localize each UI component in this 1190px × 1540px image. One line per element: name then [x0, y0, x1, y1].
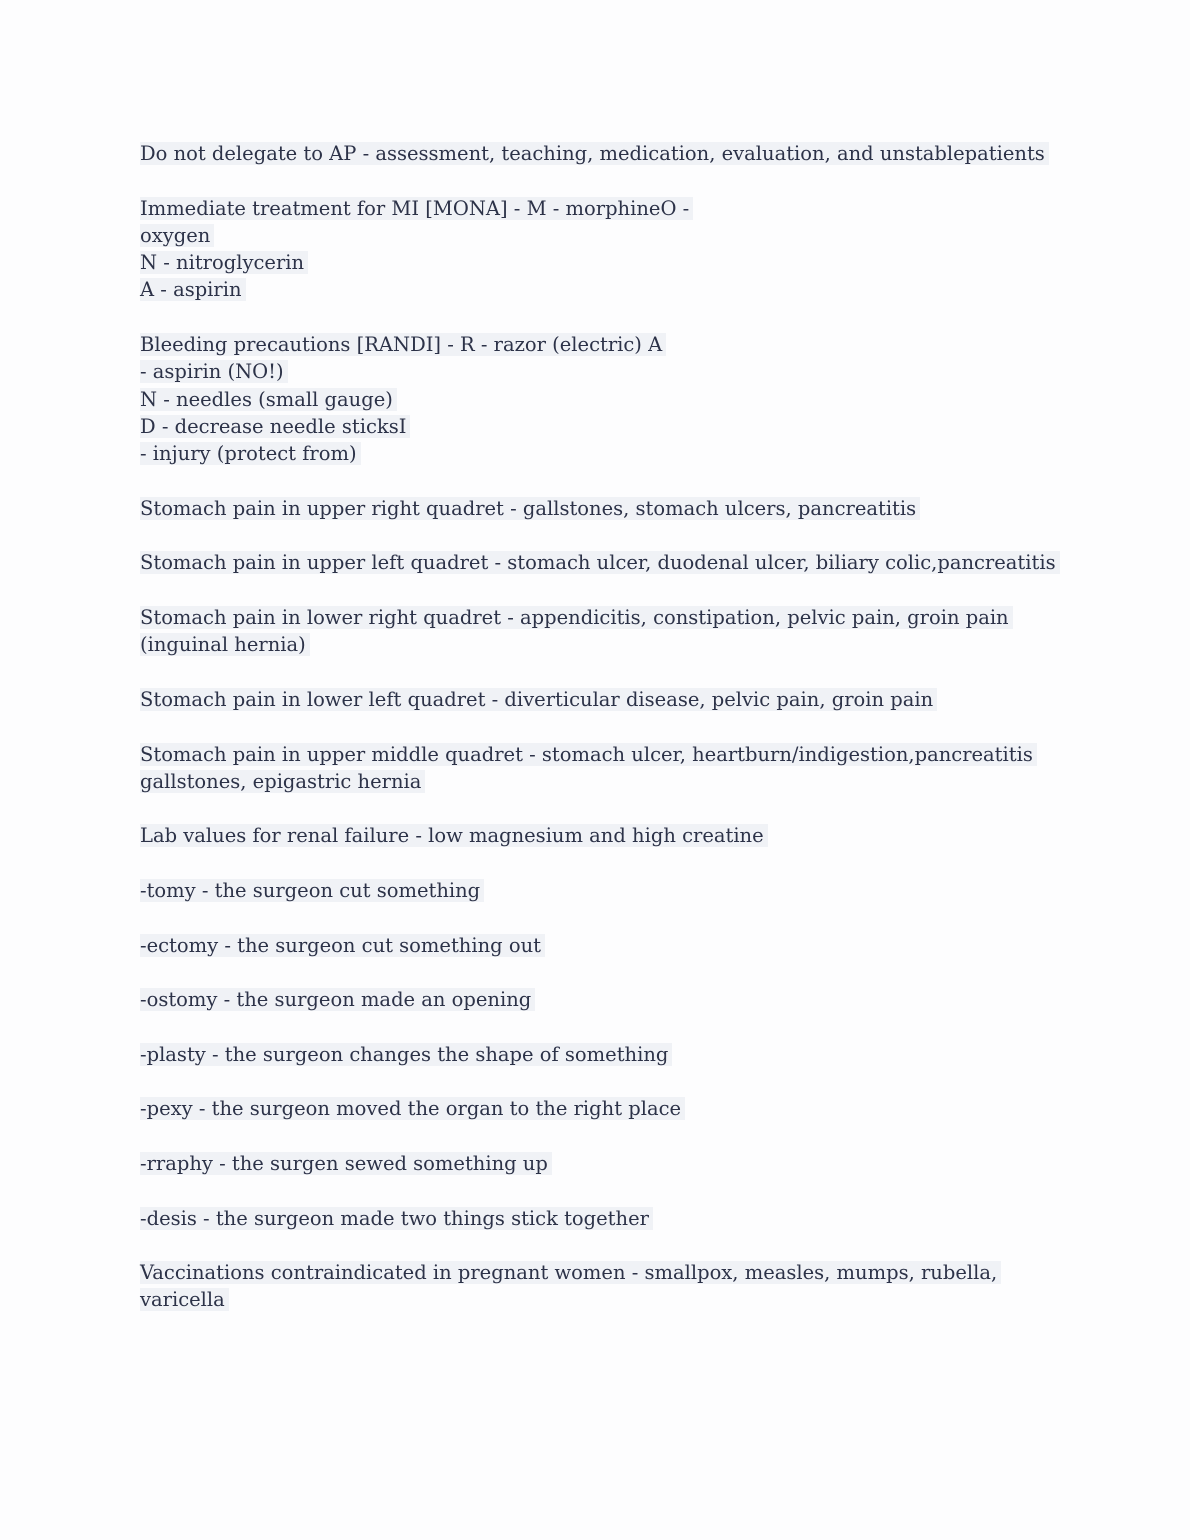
note-line: Bleeding precautions [RANDI] - R - razor (electric) A	[140, 333, 666, 356]
note-desis	[140, 1205, 1060, 1232]
note-ectomy	[140, 932, 1060, 959]
note-line: - aspirin (NO!)	[140, 360, 288, 383]
note-tomy	[140, 877, 1060, 904]
note-line: (inguinal hernia)	[140, 633, 310, 656]
note-line: Stomach pain in lower left quadret - diverticular disease, pelvic pain, groin pain	[140, 688, 937, 711]
note-line: Do not delegate to AP - assessment, teaching, medication, evaluation, and unstablepatients	[140, 142, 1049, 165]
note-line: Stomach pain in upper left quadret - stomach ulcer, duodenal ulcer, biliary colic,pancreatitis	[140, 551, 1060, 574]
note-upper-left-quadrant	[140, 549, 1060, 576]
note-rraphy	[140, 1150, 1060, 1177]
note-line: Stomach pain in upper right quadret - gallstones, stomach ulcers, pancreatitis	[140, 497, 920, 520]
note-line: Immediate treatment for MI [MONA] - M - morphineO -	[140, 197, 693, 220]
note-line: N - needles (small gauge)	[140, 388, 397, 411]
note-mona	[140, 195, 1060, 304]
note-line: D - decrease needle sticksI	[140, 415, 410, 438]
note-line: - injury (protect from)	[140, 442, 361, 465]
note-line: -desis - the surgeon made two things stick together	[140, 1207, 653, 1230]
note-line: -tomy - the surgeon cut something	[140, 879, 484, 902]
note-vaccinations	[140, 1259, 1060, 1314]
note-line: -ectomy - the surgeon cut something out	[140, 934, 545, 957]
note-upper-right-quadrant	[140, 495, 1060, 522]
note-renal-failure	[140, 822, 1060, 849]
note-line: oxygen	[140, 224, 214, 247]
note-pexy	[140, 1095, 1060, 1122]
note-line: Lab values for renal failure - low magnesium and high creatine	[140, 824, 768, 847]
note-line: -plasty - the surgeon changes the shape of something	[140, 1043, 672, 1066]
note-line: N - nitroglycerin	[140, 251, 308, 274]
note-lower-left-quadrant	[140, 686, 1060, 713]
note-delegation	[140, 140, 1060, 167]
note-ostomy	[140, 986, 1060, 1013]
note-plasty	[140, 1041, 1060, 1068]
note-line: Stomach pain in upper middle quadret - stomach ulcer, heartburn/indigestion,pancreatitis	[140, 743, 1037, 766]
note-line: -ostomy - the surgeon made an opening	[140, 988, 535, 1011]
note-upper-middle-quadrant	[140, 741, 1060, 796]
note-line: gallstones, epigastric hernia	[140, 770, 425, 793]
note-lower-right-quadrant	[140, 604, 1060, 659]
note-line: Vaccinations contraindicated in pregnant women - smallpox, measles, mumps, rubella,	[140, 1261, 1001, 1284]
note-line: -pexy - the surgeon moved the organ to the right place	[140, 1097, 685, 1120]
note-line: varicella	[140, 1288, 229, 1311]
note-line: -rraphy - the surgen sewed something up	[140, 1152, 552, 1175]
document-page	[140, 140, 1060, 1341]
note-line: A - aspirin	[140, 278, 246, 301]
note-line: Stomach pain in lower right quadret - appendicitis, constipation, pelvic pain, groin pain	[140, 606, 1013, 629]
note-randi	[140, 331, 1060, 467]
